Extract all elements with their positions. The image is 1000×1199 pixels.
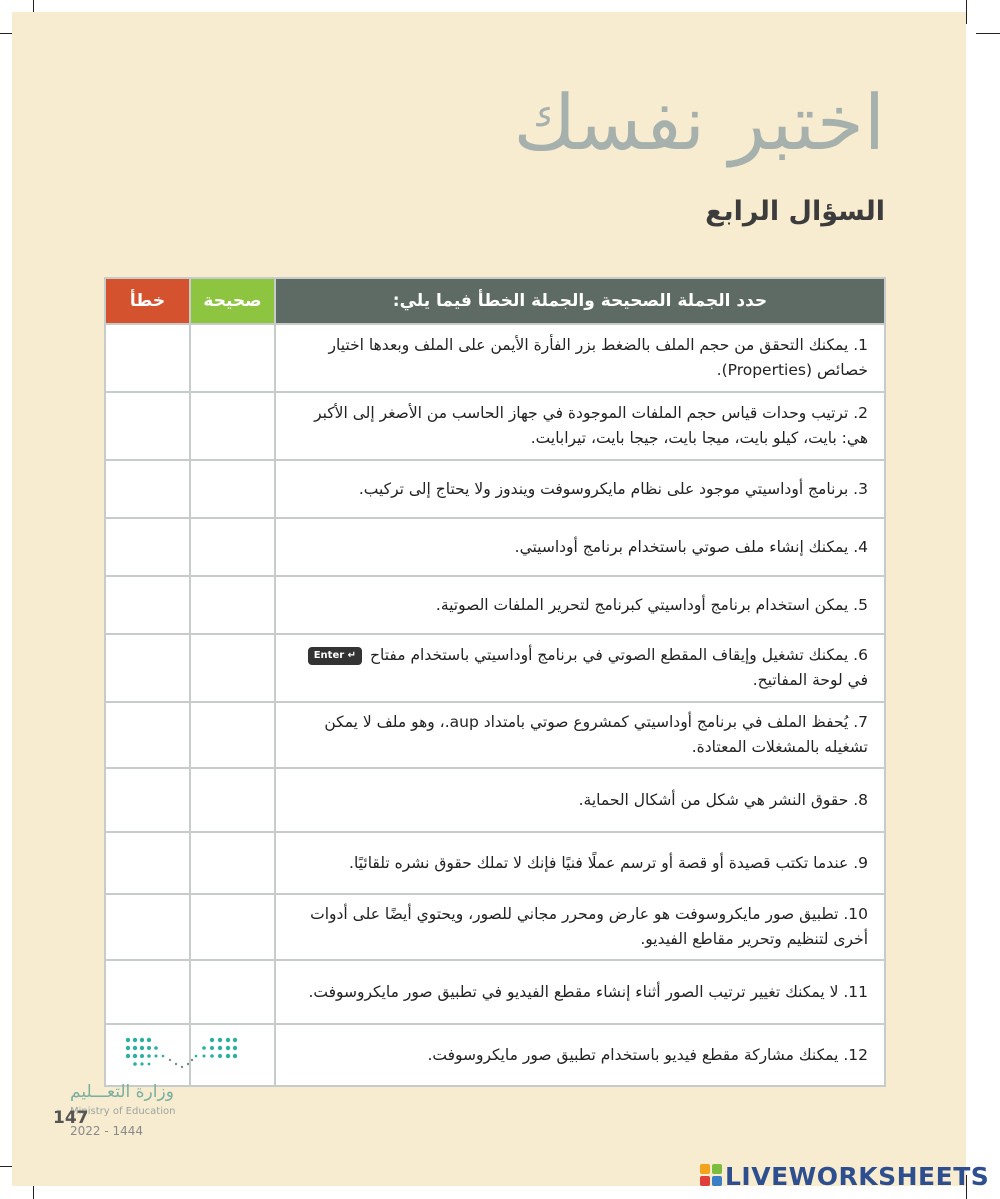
answer-true-cell[interactable] [190, 960, 275, 1024]
answer-false-cell[interactable] [105, 576, 190, 634]
table-row [105, 324, 885, 392]
statement-text: 11. لا يمكنك تغيير ترتيب الصور أثناء إنشاء مقطع الفيديو في تطبيق صور مايكروسوفت. [275, 960, 885, 1024]
statement-text: 3. برنامج أوداسيتي موجود على نظام مايكروسوفت ويندوز ولا يحتاج إلى تركيب. [275, 460, 885, 518]
true-false-table [104, 277, 886, 1087]
answer-true-cell[interactable] [190, 634, 275, 702]
statement-text-part: 6. يمكنك تشغيل وإيقاف المقطع الصوتي في برنامج أوداسيتي باستخدام مفتاح [369, 646, 868, 665]
liveworksheets-brand [700, 1162, 989, 1191]
answer-false-cell[interactable] [105, 832, 190, 894]
table-row [105, 832, 885, 894]
page-title: اختبر نفسك [513, 78, 885, 167]
answer-true-cell[interactable] [190, 460, 275, 518]
statement-text [275, 634, 885, 702]
edition-year: 2022 - 1444 [70, 1124, 144, 1138]
answer-false-cell[interactable] [105, 894, 190, 960]
answer-true-cell[interactable] [190, 894, 275, 960]
answer-false-cell[interactable] [105, 518, 190, 576]
answer-false-cell[interactable] [105, 392, 190, 460]
statement-text: 7. يُحفظ الملف في برنامج أوداسيتي كمشروع صوتي بامتداد aup.، وهو ملف لا يمكن تشغيله بالمشغلات المعتادة. [275, 702, 885, 768]
answer-true-cell[interactable] [190, 832, 275, 894]
statement-text-part: في لوحة المفاتيح. [752, 671, 868, 689]
answer-false-cell[interactable] [105, 460, 190, 518]
table-row [105, 768, 885, 832]
answer-true-cell[interactable] [190, 392, 275, 460]
answer-true-cell[interactable] [190, 768, 275, 832]
statement-text: 10. تطبيق صور مايكروسوفت هو عارض ومحرر مجاني للصور، ويحتوي أيضًا على أدوات أخرى لتنظيم وتحرير مقاطع الفيديو. [275, 894, 885, 960]
table-row [105, 460, 885, 518]
statement-text: 1. يمكنك التحقق من حجم الملف بالضغط بزر الفأرة الأيمن على الملف وبعدها اختيار خصائص (Properties). [275, 324, 885, 392]
answer-true-cell[interactable] [190, 702, 275, 768]
answer-true-cell[interactable] [190, 576, 275, 634]
statement-text: 9. عندما تكتب قصيدة أو قصة أو ترسم عملًا فنيًا فإنك لا تملك حقوق نشره تلقائيًا. [275, 832, 885, 894]
answer-false-cell[interactable] [105, 702, 190, 768]
crop-mark [976, 33, 1000, 34]
answer-false-cell[interactable] [105, 324, 190, 392]
liveworksheets-logo-icon [700, 1164, 722, 1186]
table-row [105, 392, 885, 460]
table-row [105, 702, 885, 768]
table-row [105, 634, 885, 702]
crop-mark [966, 0, 967, 24]
enter-key-icon: Enter ↵ [308, 647, 362, 665]
page-number: 147 [53, 1108, 89, 1128]
table-row [105, 894, 885, 960]
table-row [105, 518, 885, 576]
statement-text: 12. يمكنك مشاركة مقطع فيديو باستخدام تطبيق صور مايكروسوفت. [275, 1024, 885, 1086]
answer-false-cell[interactable] [105, 634, 190, 702]
table-row [105, 576, 885, 634]
answer-true-cell[interactable] [190, 518, 275, 576]
table-row [105, 960, 885, 1024]
header-false: خطأ [105, 278, 190, 324]
answer-true-cell[interactable] [190, 324, 275, 392]
ministry-logo-dots-icon [124, 1034, 238, 1074]
statement-text: 2. ترتيب وحدات قياس حجم الملفات الموجودة في جهاز الحاسب من الأصغر إلى الأكبر هي: بايت، كيلو بايت، ميجا بايت، جيجا بايت، تيرابايت. [275, 392, 885, 460]
statement-text: 5. يمكن استخدام برنامج أوداسيتي كبرنامج لتحرير الملفات الصوتية. [275, 576, 885, 634]
statement-text: 8. حقوق النشر هي شكل من أشكال الحماية. [275, 768, 885, 832]
ministry-name-ar: وزارة التعـــليم [70, 1082, 174, 1102]
brand-text: LIVEWORKSHEETS [725, 1162, 990, 1191]
answer-false-cell[interactable] [105, 768, 190, 832]
statement-text: 4. يمكنك إنشاء ملف صوتي باستخدام برنامج أوداسيتي. [275, 518, 885, 576]
header-question: حدد الجملة الصحيحة والجملة الخطأ فيما يلي: [275, 278, 885, 324]
answer-false-cell[interactable] [105, 960, 190, 1024]
header-true: صحيحة [190, 278, 275, 324]
section-subtitle: السؤال الرابع [705, 196, 885, 227]
ministry-name-en: Ministry of Education [70, 1106, 176, 1117]
